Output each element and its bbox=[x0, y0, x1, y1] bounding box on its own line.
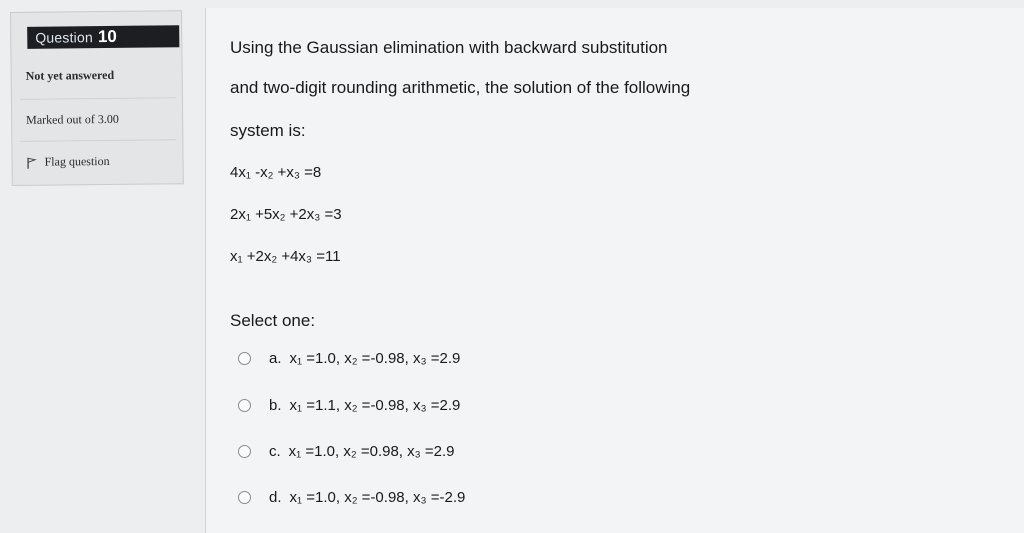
option-text: x₁ =1.0, x₂ =0.98, x₃ =2.9 bbox=[288, 443, 455, 460]
option-letter: c. bbox=[269, 443, 281, 460]
option-text: x₁ =1.1, x₂ =-0.98, x₃ =2.9 bbox=[289, 397, 461, 414]
radio-button[interactable] bbox=[238, 352, 251, 365]
flag-question-link[interactable] bbox=[26, 154, 109, 170]
answer-option-b[interactable] bbox=[238, 397, 460, 414]
option-text: x₁ =1.0, x₂ =-0.98, x₃ =-2.9 bbox=[289, 489, 466, 506]
equation-2: 2x₁ +5x₂ +2x₃ =3 bbox=[230, 206, 342, 223]
radio-button[interactable] bbox=[238, 445, 251, 458]
question-number-header bbox=[27, 25, 179, 49]
flag-question-label: Flag question bbox=[44, 153, 110, 169]
question-label: Question bbox=[35, 29, 93, 46]
equation-3: x₁ +2x₂ +4x₃ =11 bbox=[230, 248, 341, 265]
question-text-line-3: system is: bbox=[230, 121, 306, 140]
radio-button[interactable] bbox=[238, 399, 251, 412]
info-divider bbox=[20, 139, 176, 142]
option-letter: a. bbox=[269, 350, 282, 367]
answer-status: Not yet answered bbox=[25, 67, 115, 83]
answer-option-d[interactable] bbox=[238, 489, 465, 506]
question-number: 10 bbox=[97, 26, 117, 47]
select-one-label: Select one: bbox=[230, 311, 316, 330]
question-info-panel bbox=[10, 10, 184, 186]
answer-option-a[interactable] bbox=[238, 350, 460, 367]
answer-option-c[interactable] bbox=[238, 443, 455, 460]
marks-label: Marked out of 3.00 bbox=[26, 111, 119, 127]
option-text: x₁ =1.0, x₂ =-0.98, x₃ =2.9 bbox=[289, 350, 461, 367]
equation-1: 4x₁ -x₂ +x₃ =8 bbox=[230, 164, 322, 181]
flag-icon bbox=[27, 156, 37, 168]
question-text-line-1: Using the Gaussian elimination with backward substitution bbox=[230, 38, 668, 57]
option-letter: d. bbox=[269, 489, 282, 506]
option-letter: b. bbox=[269, 397, 282, 414]
info-divider bbox=[20, 97, 176, 100]
question-text-line-2: and two-digit rounding arithmetic, the solution of the following bbox=[230, 78, 691, 97]
radio-button[interactable] bbox=[238, 491, 251, 504]
